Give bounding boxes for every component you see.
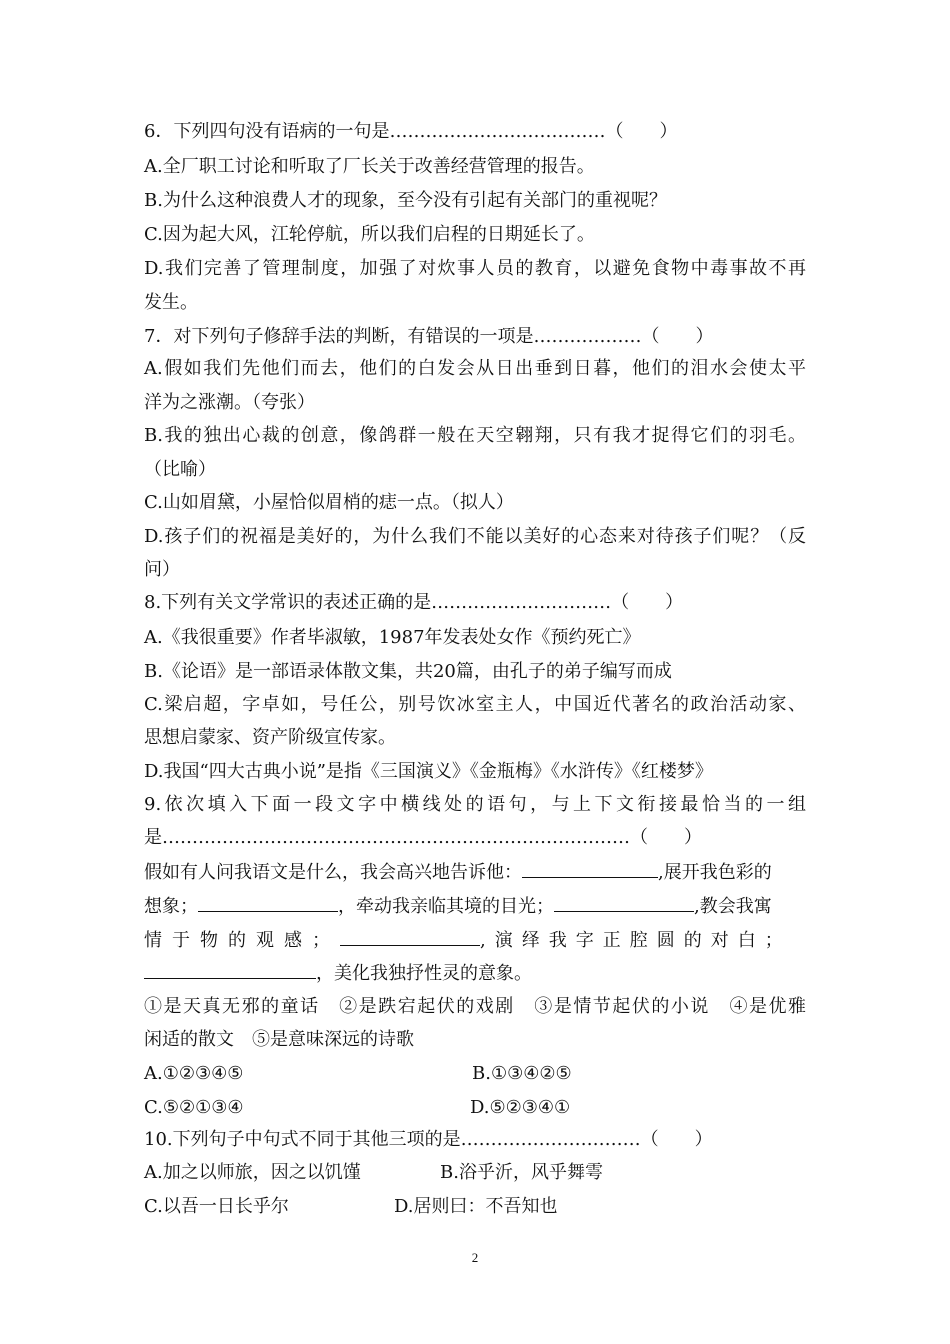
q8-option-c-line1: C.梁启超，字卓如，号任公，别号饮冰室主人，中国近代著名的政治活动家、 [144, 694, 806, 715]
q7-option-d-line1: D.孩子们的祝福是美好的，为什么我们不能以美好的心态来对待孩子们呢？（反 [144, 526, 806, 547]
fill-blank-2[interactable] [198, 895, 338, 912]
q9-passage-line3 [144, 929, 806, 951]
q7-option-b-line1: B.我的独出心裁的创意，像鸽群一般在天空翱翔，只有我才捉得它们的羽毛。 [144, 425, 806, 446]
fill-blank-5[interactable] [144, 962, 316, 979]
q8-option-c-line2: 思想启蒙家、资产阶级宣传家。 [144, 727, 396, 748]
q7-option-a-line1: A.假如我们先他们而去，他们的白发会从日出垂到日暮，他们的泪水会使太平 [144, 358, 806, 379]
q10-option-c: C.以吾一日长乎尔 [144, 1196, 289, 1217]
q10-stem: 10.下列句子中句式不同于其他三项的是…………………………（ ） [144, 1129, 713, 1150]
q10-option-a: A.加之以师旅，因之以饥馑 [144, 1162, 361, 1183]
q6-option-d-line1: D.我们完善了管理制度，加强了对炊事人员的教育，以避免食物中毒事故不再 [144, 258, 806, 279]
q9-passage-text: 假如有人问我语文是什么，我会高兴地告诉他： [144, 862, 522, 883]
q7-option-c: C.山如眉黛，小屋恰似眉梢的痣一点。（拟人） [144, 492, 514, 513]
q7-option-d-line2: 问） [144, 559, 180, 580]
q9-passage-line1 [144, 861, 772, 883]
q6-stem: 6．下列四句没有语病的一句是………………………………（ ） [144, 121, 678, 142]
q9-option-c: C.⑤②①③④ [144, 1097, 244, 1118]
q9-passage-text: ，美化我独抒性灵的意象。 [316, 963, 532, 984]
q9-passage-line4 [144, 962, 532, 984]
page-number: 2 [471, 1250, 479, 1265]
q9-passage-text: 情于物的观感； [144, 930, 340, 951]
fill-blank-3[interactable] [554, 895, 694, 912]
q9-stem-line1: 9.依次填入下面一段文字中横线处的语句，与上下文衔接最恰当的一组 [144, 794, 806, 815]
q9-stem-line2: 是……………………………………………………………………（ ） [144, 827, 702, 848]
q7-option-b-line2: （比喻） [144, 459, 216, 480]
q7-stem: 7．对下列句子修辞手法的判断，有错误的一项是………………（ ） [144, 326, 714, 347]
q9-options-line2: 闲适的散文 ⑤是意味深远的诗歌 [144, 1029, 414, 1050]
q9-passage-text: ,教会我寓 [694, 896, 772, 917]
q6-option-a: A.全厂职工讨论和听取了厂长关于改善经营管理的报告。 [144, 156, 595, 177]
q9-option-a: A.①②③④⑤ [144, 1063, 244, 1084]
fill-blank-1[interactable] [522, 861, 658, 878]
q8-option-d: D.我国“四大古典小说”是指《三国演义》《金瓶梅》《水浒传》《红楼梦》 [144, 761, 713, 782]
q10-option-b: B.浴乎沂，风乎舞雩 [440, 1162, 603, 1183]
q8-stem: 8.下列有关文学常识的表述正确的是…………………………（ ） [144, 592, 684, 613]
q6-option-d-line2: 发生。 [144, 292, 198, 313]
q9-option-d: D.⑤②③④① [470, 1097, 571, 1118]
q9-options-line1: ①是天真无邪的童话 ②是跌宕起伏的戏剧 ③是情节起伏的小说 ④是优雅 [144, 996, 806, 1017]
q6-option-c: C.因为起大风，江轮停航，所以我们启程的日期延长了。 [144, 224, 595, 245]
q6-option-b: B.为什么这种浪费人才的现象，至今没有引起有关部门的重视呢？ [144, 190, 667, 211]
fill-blank-4[interactable] [340, 929, 480, 946]
q8-option-b: B.《论语》是一部语录体散文集，共20篇，由孔子的弟子编写而成 [144, 661, 672, 682]
q7-option-a-line2: 洋为之涨潮。（夸张） [144, 392, 315, 413]
q9-passage-text: ，牵动我亲临其境的目光； [338, 896, 554, 917]
q8-option-a: A.《我很重要》作者毕淑敏，1987年发表处女作《预约死亡》 [144, 627, 641, 648]
q9-passage-text: 想象； [144, 896, 198, 917]
q10-option-d: D.居则曰：不吾知也 [394, 1196, 558, 1217]
q9-passage-text: ,展开我色彩的 [658, 862, 772, 883]
q9-option-b: B.①③④②⑤ [472, 1063, 572, 1084]
q9-passage-line2 [144, 895, 772, 917]
q9-passage-text: ,演绎我字正腔圆的对白； [480, 930, 792, 951]
